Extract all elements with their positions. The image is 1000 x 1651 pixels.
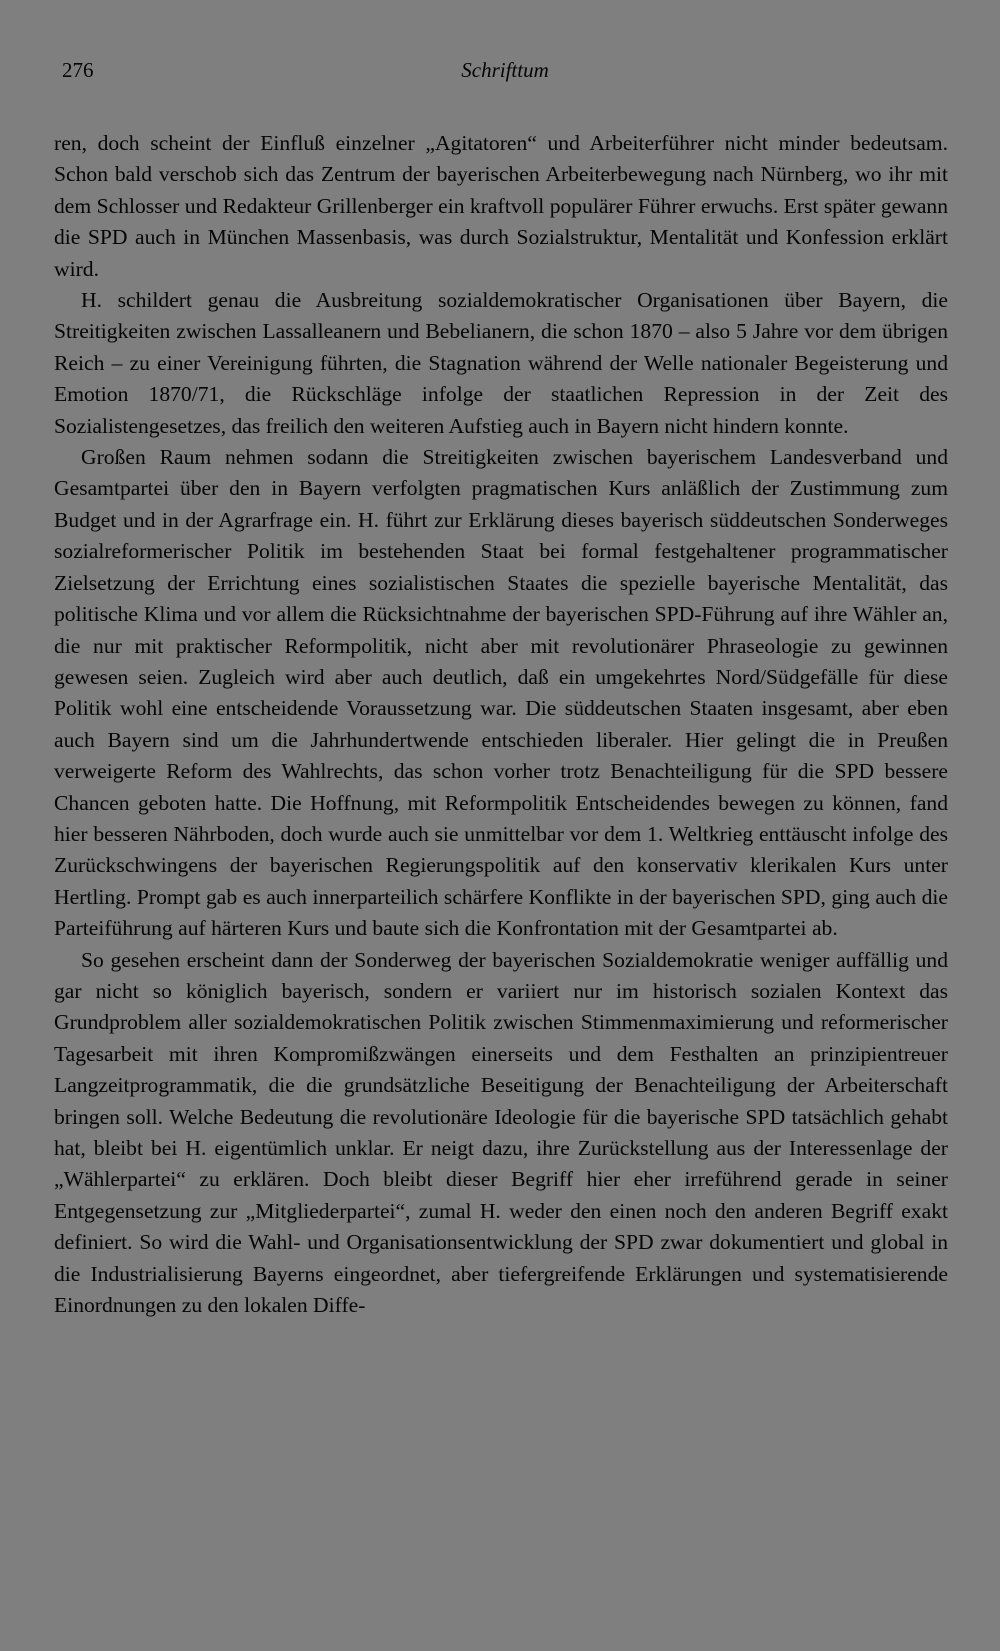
paragraph-4: So gesehen erscheint dann der Sonderweg der bayerischen Sozialdemokratie weniger auffällig und gar nicht so königlich bayerisch, sondern er variiert nur im historisch sozialen Kontext das Grundproblem aller sozialdemokratischen Politik zwischen Stimmenmaximierung und reformerischer Tagesarbeit mit ihren Kompromißzwängen einerseits und dem Festhalten an prinzipientreuer Langzeitprogrammatik, die die grundsätzliche Beseitigung der Benachteiligung der Arbeiterschaft bringen soll. Welche Bedeutung die revolutionäre Ideologie für die bayerische SPD tatsächlich gehabt hat, bleibt bei H. eigentümlich unklar. Er neigt dazu, ihre Zurückstellung aus der Interessenlage der „Wählerpartei“ zu erklären. Doch bleibt dieser Begriff hier eher irreführend gerade in seiner Entgegensetzung zur „Mitgliederpartei“, zumal H. weder den einen noch den anderen Begriff exakt definiert. So wird die Wahl- und Organisationsentwicklung der SPD zwar dokumentiert und global in die Industrialisierung Bayerns eingeordnet, aber tiefergreifende Erklärungen und systematisierende Einordnungen zu den lokalen Diffe-: [54, 947, 948, 1318]
body-text: [54, 128, 948, 1321]
running-head: Schrifttum: [461, 58, 549, 82]
paragraph-1: ren, doch scheint der Einfluß einzelner „Agitatoren“ und Arbeiterführer nicht minder bedeutsam. Schon bald verschob sich das Zentrum der bayerischen Arbeiterbewegung nach Nürnberg, wo ihr mit dem Schlosser und Redakteur Grillenberger ein kraftvoll populärer Führer erwuchs. Erst später gewann die SPD auch in München Massenbasis, was durch Sozialstruktur, Mentalität und Konfession erklärt wird.: [54, 131, 948, 281]
page-header: [62, 58, 948, 88]
paragraph-3: Großen Raum nehmen sodann die Streitigkeiten zwischen bayerischem Landesverband und Gesamtpartei über den in Bayern verfolgten pragmatischen Kurs anläßlich der Zustimmung zum Budget und in der Agrarfrage ein. H. führt zur Erklärung dieses bayerisch süddeutschen Sonderweges sozialreformerischer Politik im bestehenden Staat bei formal festgehaltener programmatischer Zielsetzung der Errichtung eines sozialistischen Staates die spezielle bayerische Mentalität, das politische Klima und vor allem die Rücksichtnahme der bayerischen SPD-Führung auf ihre Wähler an, die nur mit praktischer Reformpolitik, nicht aber mit revolutionärer Phraseologie zu gewinnen gewesen seien. Zugleich wird aber auch deutlich, daß ein umgekehrtes Nord/Südgefälle für diese Politik wohl eine entscheidende Voraussetzung war. Die süddeutschen Staaten insgesamt, aber eben auch Bayern sind um die Jahrhundertwende entschieden liberaler. Hier gelingt die in Preußen verweigerte Reform des Wahlrechts, das schon vorher trotz Benachteiligung für die SPD bessere Chancen geboten hatte. Die Hoffnung, mit Reformpolitik Entscheidendes bewegen zu können, fand hier besseren Nährboden, doch wurde auch sie unmittelbar vor dem 1. Weltkrieg enttäuscht infolge des Zurückschwingens der bayerischen Regierungspolitik auf den konservativ klerikalen Kurs unter Hertling. Prompt gab es auch innerparteilich schärfere Konflikte in der bayerischen SPD, ging auch die Parteiführung auf härteren Kurs und baute sich die Konfrontation mit der Gesamtpartei ab.: [54, 445, 948, 941]
paragraph-2: H. schildert genau die Ausbreitung sozialdemokratischer Organisationen über Bayern, die Streitigkeiten zwischen Lassalleanern und Bebelianern, die schon 1870 – also 5 Jahre vor dem übrigen Reich – zu einer Vereinigung führten, die Stagnation während der Welle nationaler Begeisterung und Emotion 1870/71, die Rückschläge infolge der staatlichen Repression in der Zeit des Sozialistengesetzes, das freilich den weiteren Aufstieg auch in Bayern nicht hindern konnte.: [54, 288, 948, 438]
page-number: 276: [62, 58, 94, 82]
